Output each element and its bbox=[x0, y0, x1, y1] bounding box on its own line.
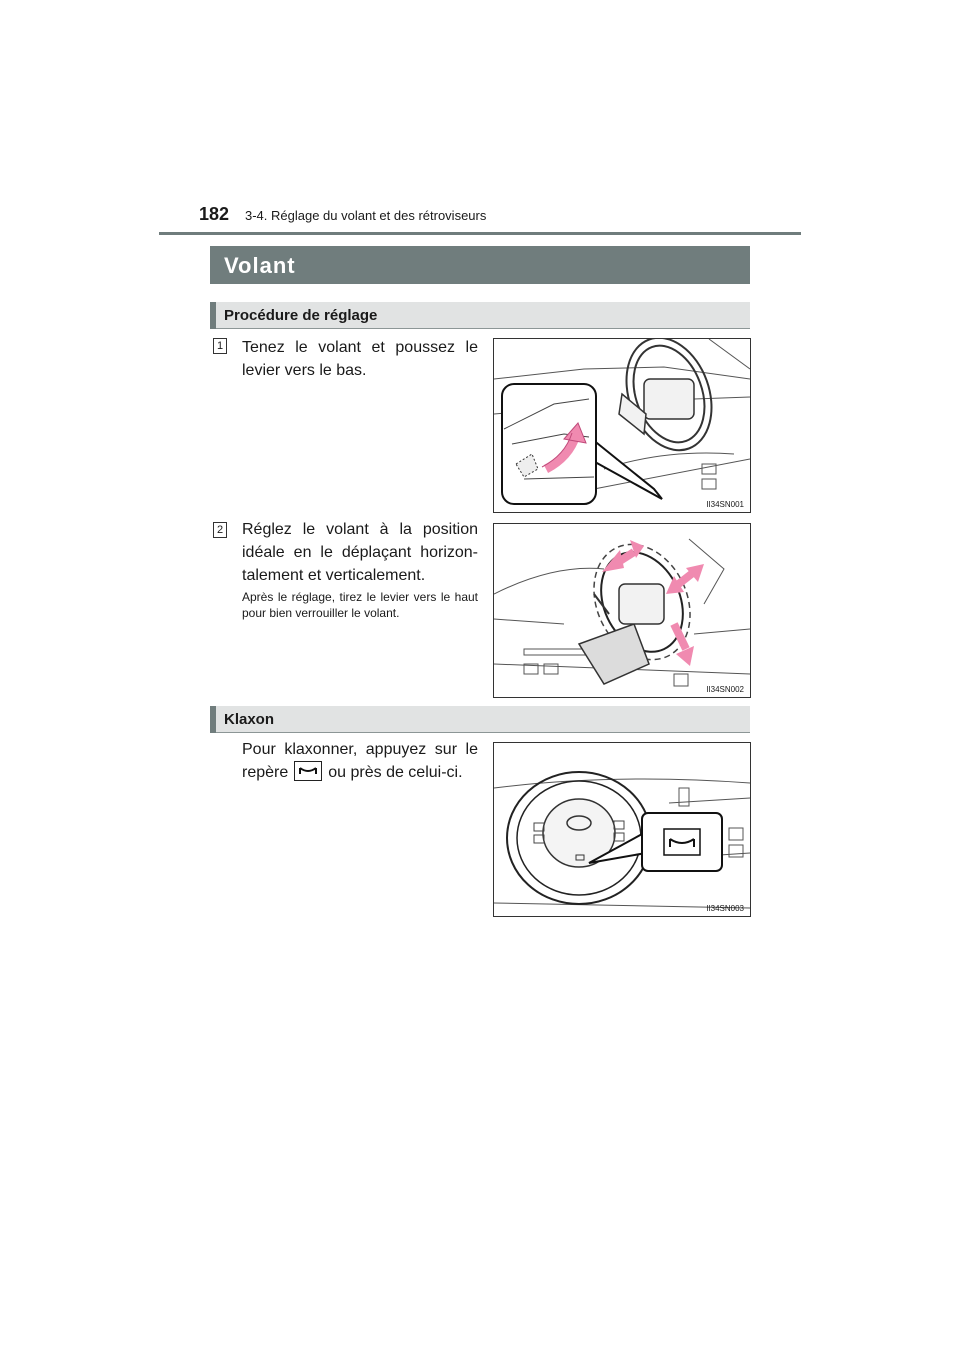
subheading-horn-label: Klaxon bbox=[224, 711, 275, 728]
step-1-number: 1 bbox=[213, 338, 227, 354]
step-1-text: Tenez le volant et poussez le levier vers le bas. bbox=[242, 339, 478, 379]
step-2-number: 2 bbox=[213, 522, 227, 538]
steering-lever-illustration bbox=[494, 339, 750, 512]
figure-steering-adjust bbox=[493, 523, 751, 698]
figure-horn bbox=[493, 742, 751, 917]
header-divider bbox=[159, 232, 801, 235]
horn-text: Pour klaxonner, appuyez sur le repère ou près de celui-ci. bbox=[242, 741, 478, 781]
figure-code: II34SN003 bbox=[706, 904, 744, 913]
figure-lever-release bbox=[493, 338, 751, 513]
step-2-text: Réglez le volant à la position idéale en le déplaçant horizon-talement et verticalement. bbox=[242, 521, 478, 584]
figure-code: II34SN002 bbox=[706, 685, 744, 694]
horn-illustration bbox=[494, 743, 750, 916]
subheading-adjustment bbox=[210, 302, 750, 329]
section-title-bar bbox=[210, 246, 750, 284]
steering-adjust-illustration bbox=[494, 524, 750, 697]
subheading-horn bbox=[210, 706, 750, 733]
chapter-title: 3-4. Réglage du volant et des rétroviseurs bbox=[245, 208, 487, 223]
page-number: 182 bbox=[199, 204, 230, 224]
step-2-note: Après le réglage, tirez le levier vers le haut pour bien verrouiller le volant. bbox=[242, 590, 478, 620]
horn-icon bbox=[294, 761, 322, 781]
figure-code: II34SN001 bbox=[706, 500, 744, 509]
subheading-adjustment-label: Procédure de réglage bbox=[224, 307, 378, 324]
section-title: Volant bbox=[224, 253, 296, 278]
